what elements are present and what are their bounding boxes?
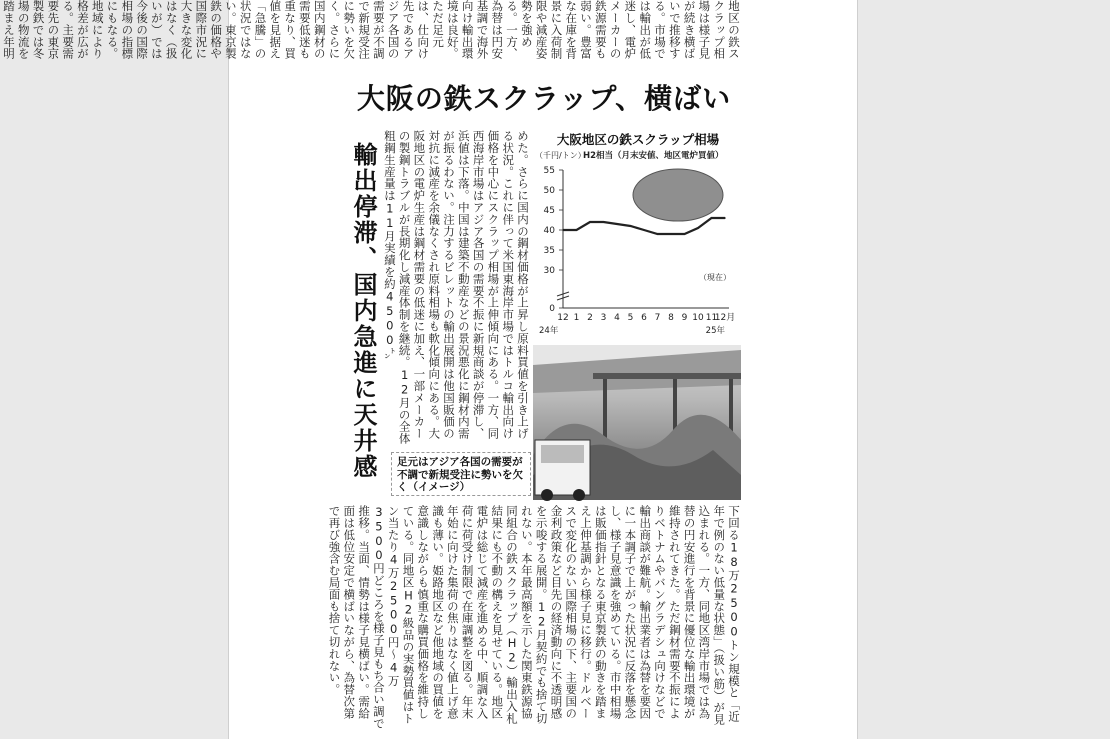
x-tick-label: 6 (641, 313, 647, 323)
data-point (562, 229, 564, 231)
x-tick-label: 12 (557, 313, 569, 323)
article-body-bottom: 下回る18万2500トン規模と「近年で例のない低量な状態」（扱い筋）が見込まれる。一方、同地区湾岸市場では為替の円安進行を背景に優位な輸出環境が維持されてきた。ただ鋼材需要不振によりベトナムやバングラデシュ向けなどで輸出商談が難航。輸出業者は為替を要因に一本調子で上がった状況に反落を懸念し、様子見意識を強めている。市中相場は販価指針となる東京製鉄の動きを踏まえ上伸基調から様子見に移行。ドルベースで変化のない国際相場の下、主要国の金利政策など目先の経済動向に不透明感を示唆する展開。12月契約でも捨て切れない。本年最高額を示した関東鉄源協同組合の鉄スクラップ（H2）輸出入札結果にも不動の構えを見せている。地区電炉は総じて減産を進める中、順調な入荷に荷受け制限で在庫調整を図る。年末年始に向けた集荷の焦りはなく値上げ意識も薄い。姫路地区など他地域の買値を意識しながらも慎重な購買価格を維持している。同地区H2級品の実勢買値はトン当たり4万2500円～4万3500円どころを様子見もち合い調で推移。当面、情勢は様子見横ばい。需給面は低位安定で横ばいながら、為替次第で再び強含む局面も捨て切れない。 (327, 505, 741, 730)
data-point (630, 225, 632, 227)
data-point (603, 221, 605, 223)
scrap-yard-photo (533, 345, 741, 500)
newspaper-page (1, 0, 858, 739)
article (1, 0, 745, 739)
data-point (724, 217, 726, 219)
chart-title: 大阪地区の鉄スクラップ相場 (556, 132, 720, 147)
chart-svg (533, 150, 743, 340)
y-tick-label: 50 (543, 186, 555, 196)
y-tick-label: 35 (543, 246, 555, 256)
data-point (657, 233, 659, 235)
data-point (576, 229, 578, 231)
chart-inset-photo (633, 169, 723, 221)
x-tick-label: 1 (573, 313, 580, 323)
x-tick-label: 8 (668, 313, 674, 323)
y-tick-label: 40 (543, 226, 555, 236)
current-label: （現在） (699, 273, 731, 282)
data-point (589, 221, 591, 223)
data-point (697, 227, 699, 229)
x-tick-label: 12月 (714, 313, 736, 323)
x-tick-label: 5 (627, 313, 634, 323)
data-point (711, 217, 713, 219)
data-point (643, 229, 645, 231)
x-tick-label: 2 (587, 313, 593, 323)
headline: 大阪の鉄スクラップ、横ばい (356, 82, 732, 115)
x-tick-label: 10 (692, 313, 704, 323)
x-tick-label: 11 (705, 313, 718, 323)
series-line (563, 218, 725, 234)
article-body-middle: めた。さらに国内の鋼材価格が上昇し原料買値を引き上げる状況。これに伴って米国東海岸市場ではトルコ輸出向け価格を中心にスクラップ相場が上伸傾向にある。一方、同西海岸市場はアジア各国の需要不振に新規商談が停滞し、浜値は下落。中国は建築不動産などの景況悪化に鋼材内需が振るわない。注力するビレットの輸出展開は他国販価の対抗に減産を余儀なくされ原料相場も軟化傾向にある。大阪地区の電炉生産は鋼材需要の低迷に加え、一部メーカーの製鋼トラブルが長期化し減産体制を継続。12月の全体粗鋼生産量は11月実績を約4500㌧ (382, 130, 530, 445)
photo-illustration (533, 345, 741, 500)
article-body-top: 地区の鉄スクラップ相場は様子見が続き横ばいで推移する。市場では輸出が低迷し、電炉メーカーの鉄源需要も弱い。豊富な在庫を背景に入荷制限や減産姿勢を強める。一方、為替は円安基調で海外向け輸出環境は良好。ただ足元は、仕向け先であるアジア各国の需要が不調で新規受注に勢いを欠く。さらに国内鋼材の需要低迷も重なり、買値を見据え「急騰」の状況ではない。東京製鉄の価格や国際市況に大きな変化はなく（扱いが）では今後の国際相場の指標にもなる。地域により格差が広がる。主要需要先の東京製鉄では冬場の物流を踏まえ年明 (1, 0, 741, 60)
year-label-end: 25年 (705, 326, 725, 336)
year-label-start: 24年 (539, 326, 559, 336)
chart-unit-label: （千円/トン） (535, 151, 586, 160)
price-chart (533, 130, 743, 340)
data-point (670, 233, 672, 235)
y-tick-label: 0 (549, 304, 555, 314)
subheadline: 輸出停滞、国内急進に天井感 (349, 142, 378, 480)
x-tick-label: 9 (681, 313, 688, 323)
x-tick-label: 3 (600, 313, 607, 323)
y-tick-label: 55 (543, 166, 555, 176)
chart-series-label: H2相当（月末安値、地区電炉買値） (583, 151, 724, 161)
y-tick-label: 45 (543, 206, 555, 216)
x-tick-label: 4 (614, 313, 620, 323)
data-point (616, 223, 618, 225)
data-point (684, 233, 686, 235)
photo-caption: 足元はアジア各国の需要が不調で新規受注に勢いを欠く（イメージ） (391, 452, 531, 496)
y-tick-label: 30 (543, 266, 555, 276)
x-tick-label: 7 (654, 313, 661, 323)
